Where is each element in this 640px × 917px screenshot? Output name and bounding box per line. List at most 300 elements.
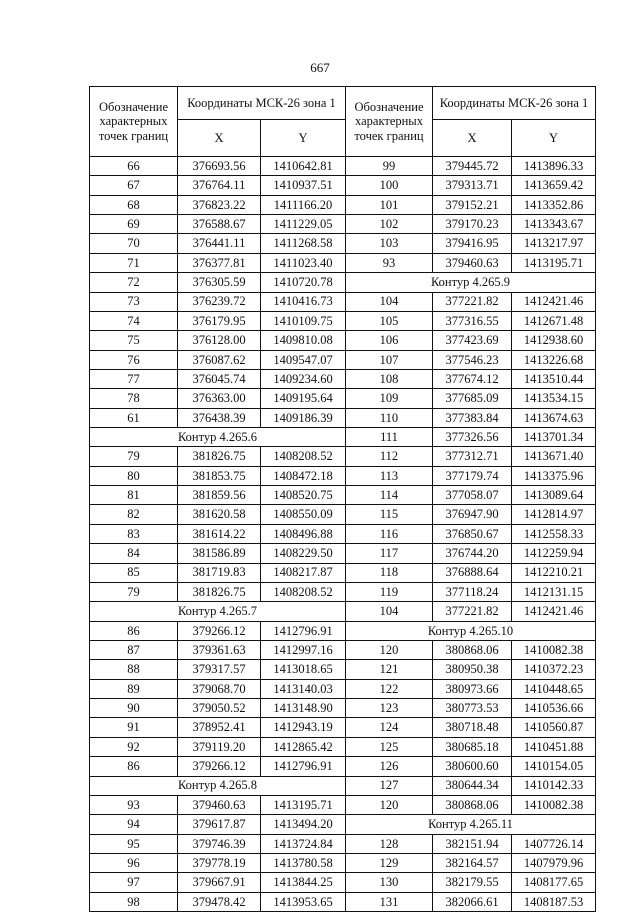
- table-row: [90, 311, 346, 330]
- y-coordinate-cell: 1413510.44: [512, 369, 596, 388]
- x-coordinate-cell: 381853.75: [178, 466, 261, 485]
- table-row: [346, 737, 596, 756]
- point-id-cell: 106: [346, 331, 433, 350]
- table-row: [346, 466, 596, 485]
- y-coordinate-cell: 1412938.60: [512, 331, 596, 350]
- table-row: [346, 582, 596, 601]
- contour-label: Контур 4.265.6: [90, 428, 346, 447]
- point-id-cell: 126: [346, 757, 433, 776]
- point-id-cell: 61: [90, 408, 178, 427]
- x-coordinate-cell: 381826.75: [178, 582, 261, 601]
- table-row: [90, 582, 346, 601]
- x-coordinate-cell: 379050.52: [178, 699, 261, 718]
- y-coordinate-cell: 1413089.64: [512, 486, 596, 505]
- table-row: [90, 176, 346, 195]
- contour-label: Контур 4.265.8: [90, 776, 346, 795]
- x-coordinate-cell: 377179.74: [433, 466, 512, 485]
- table-row: [90, 350, 346, 369]
- point-id-cell: 120: [346, 795, 433, 814]
- y-coordinate-cell: 1413724.84: [261, 834, 346, 853]
- y-coordinate-cell: 1412210.21: [512, 563, 596, 582]
- x-coordinate-cell: 380868.06: [433, 795, 512, 814]
- y-coordinate-cell: 1413195.71: [512, 253, 596, 272]
- table-row: [90, 737, 346, 756]
- table-row: [90, 718, 346, 737]
- table-row: [346, 679, 596, 698]
- y-coordinate-cell: 1413343.67: [512, 215, 596, 234]
- contour-label: Контур 4.265.10: [346, 621, 596, 640]
- table-row: [346, 428, 596, 447]
- point-id-cell: 103: [346, 234, 433, 253]
- y-coordinate-cell: 1412796.91: [261, 621, 346, 640]
- y-coordinate-cell: 1412421.46: [512, 292, 596, 311]
- point-id-cell: 83: [90, 524, 178, 543]
- point-id-cell: 72: [90, 273, 178, 292]
- coords-title-header: Координаты МСК-26 зона 1: [178, 87, 346, 120]
- point-id-cell: 92: [90, 737, 178, 756]
- page-number: 667: [310, 60, 330, 75]
- y-coordinate-cell: 1412865.42: [261, 737, 346, 756]
- table-row: [90, 292, 346, 311]
- x-coordinate-cell: 380718.48: [433, 718, 512, 737]
- x-coordinate-cell: 381586.89: [178, 544, 261, 563]
- y-coordinate-cell: 1413352.86: [512, 195, 596, 214]
- table-row: [90, 331, 346, 350]
- point-id-cell: 104: [346, 602, 433, 621]
- point-id-cell: 117: [346, 544, 433, 563]
- y-coordinate-cell: 1412558.33: [512, 524, 596, 543]
- point-id-cell: 119: [346, 582, 433, 601]
- x-coordinate-cell: 379460.63: [178, 795, 261, 814]
- y-coordinate-cell: 1413494.20: [261, 815, 346, 834]
- x-coordinate-cell: 377383.84: [433, 408, 512, 427]
- table-row: [346, 369, 596, 388]
- y-coordinate-cell: 1412997.16: [261, 640, 346, 659]
- y-coordinate-cell: 1410372.23: [512, 660, 596, 679]
- x-coordinate-cell: 377685.09: [433, 389, 512, 408]
- x-coordinate-cell: 376764.11: [178, 176, 261, 195]
- x-coordinate-cell: 381859.56: [178, 486, 261, 505]
- table-row: [90, 699, 346, 718]
- point-id-cell: 107: [346, 350, 433, 369]
- y-coordinate-cell: 1410109.75: [261, 311, 346, 330]
- table-row: [346, 544, 596, 563]
- point-id-cell: 112: [346, 447, 433, 466]
- table-row: [90, 757, 346, 776]
- table-row: [346, 602, 596, 621]
- table-row: [346, 292, 596, 311]
- x-coordinate-cell: 379445.72: [433, 157, 512, 176]
- x-coordinate-cell: 377316.55: [433, 311, 512, 330]
- x-coordinate-cell: 376823.22: [178, 195, 261, 214]
- point-id-cell: 86: [90, 757, 178, 776]
- x-coordinate-cell: 379460.63: [433, 253, 512, 272]
- x-coordinate-cell: 376377.81: [178, 253, 261, 272]
- point-id-cell: 130: [346, 873, 433, 892]
- y-coordinate-cell: 1410082.38: [512, 795, 596, 814]
- y-coordinate-cell: 1411229.05: [261, 215, 346, 234]
- x-coordinate-cell: 379068.70: [178, 679, 261, 698]
- point-id-cell: 67: [90, 176, 178, 195]
- point-id-cell: 121: [346, 660, 433, 679]
- table-row: [346, 699, 596, 718]
- y-coordinate-cell: 1413674.63: [512, 408, 596, 427]
- table-row: [346, 795, 596, 814]
- x-coordinate-cell: 379152.21: [433, 195, 512, 214]
- table-row: [90, 389, 346, 408]
- x-coordinate-cell: 377312.71: [433, 447, 512, 466]
- table-row: [346, 563, 596, 582]
- point-id-cell: 95: [90, 834, 178, 853]
- y-coordinate-cell: 1410720.78: [261, 273, 346, 292]
- y-coordinate-cell: 1409810.08: [261, 331, 346, 350]
- table-row: [346, 505, 596, 524]
- y-coordinate-cell: 1413195.71: [261, 795, 346, 814]
- y-coordinate-cell: 1409195.64: [261, 389, 346, 408]
- table-row: [346, 718, 596, 737]
- point-id-cell: 91: [90, 718, 178, 737]
- point-id-cell: 93: [90, 795, 178, 814]
- table-row: [346, 660, 596, 679]
- y-coordinate-cell: 1413018.65: [261, 660, 346, 679]
- y-coordinate-cell: 1410451.88: [512, 737, 596, 756]
- x-coordinate-cell: 376087.62: [178, 350, 261, 369]
- y-coordinate-cell: 1411268.58: [261, 234, 346, 253]
- y-coordinate-cell: 1410536.66: [512, 699, 596, 718]
- point-id-cell: 101: [346, 195, 433, 214]
- table-row: [90, 408, 346, 427]
- y-coordinate-cell: 1408520.75: [261, 486, 346, 505]
- y-coordinate-cell: 1410416.73: [261, 292, 346, 311]
- contour-label: Контур 4.265.11: [346, 815, 596, 834]
- y-coordinate-cell: 1413780.58: [261, 853, 346, 872]
- x-header: X: [178, 120, 261, 157]
- x-coordinate-cell: 376363.00: [178, 389, 261, 408]
- x-coordinate-cell: 379313.71: [433, 176, 512, 195]
- y-coordinate-cell: 1413844.25: [261, 873, 346, 892]
- contour-row: [346, 273, 596, 292]
- table-row: [90, 447, 346, 466]
- x-coordinate-cell: 376850.67: [433, 524, 512, 543]
- contour-row: [90, 602, 346, 621]
- table-row: [346, 834, 596, 853]
- point-id-cell: 85: [90, 563, 178, 582]
- y-coordinate-cell: 1410642.81: [261, 157, 346, 176]
- x-coordinate-cell: 379266.12: [178, 621, 261, 640]
- y-header: Y: [512, 120, 596, 157]
- point-id-cell: 110: [346, 408, 433, 427]
- x-coordinate-cell: 380685.18: [433, 737, 512, 756]
- table-row: [90, 640, 346, 659]
- x-coordinate-cell: 377118.24: [433, 582, 512, 601]
- table-row: [90, 234, 346, 253]
- table-row: [346, 892, 596, 911]
- y-coordinate-cell: 1413534.15: [512, 389, 596, 408]
- table-row: [90, 524, 346, 543]
- point-id-cell: 94: [90, 815, 178, 834]
- table-row: [90, 273, 346, 292]
- x-coordinate-cell: 382066.61: [433, 892, 512, 911]
- table-row: [90, 892, 346, 911]
- x-coordinate-cell: 381620.58: [178, 505, 261, 524]
- table-row: [346, 253, 596, 272]
- table-row: [346, 195, 596, 214]
- point-id-cell: 71: [90, 253, 178, 272]
- coordinates-table-right: [345, 86, 596, 912]
- contour-row: [346, 621, 596, 640]
- point-id-cell: 111: [346, 428, 433, 447]
- point-id-cell: 115: [346, 505, 433, 524]
- y-coordinate-cell: 1412421.46: [512, 602, 596, 621]
- point-id-cell: 75: [90, 331, 178, 350]
- table-row: [90, 466, 346, 485]
- point-id-cell: 77: [90, 369, 178, 388]
- point-id-cell: 79: [90, 582, 178, 601]
- y-coordinate-cell: 1408229.50: [261, 544, 346, 563]
- y-coordinate-cell: 1407726.14: [512, 834, 596, 853]
- y-coordinate-cell: 1408208.52: [261, 582, 346, 601]
- table-body-left: [90, 157, 346, 912]
- table-row: [346, 640, 596, 659]
- point-id-cell: 113: [346, 466, 433, 485]
- table-body-right: [346, 157, 596, 912]
- x-coordinate-cell: 382151.94: [433, 834, 512, 853]
- table-row: [346, 331, 596, 350]
- table-row: [346, 389, 596, 408]
- point-id-cell: 100: [346, 176, 433, 195]
- y-coordinate-cell: 1411023.40: [261, 253, 346, 272]
- point-id-cell: 128: [346, 834, 433, 853]
- point-id-cell: 108: [346, 369, 433, 388]
- x-coordinate-cell: 379170.23: [433, 215, 512, 234]
- y-coordinate-cell: 1408472.18: [261, 466, 346, 485]
- point-id-cell: 120: [346, 640, 433, 659]
- y-coordinate-cell: 1409234.60: [261, 369, 346, 388]
- designation-header: Обозначение характерных точек границ: [90, 87, 178, 157]
- x-coordinate-cell: 379667.91: [178, 873, 261, 892]
- y-coordinate-cell: 1413217.97: [512, 234, 596, 253]
- point-id-cell: 96: [90, 853, 178, 872]
- y-coordinate-cell: 1412943.19: [261, 718, 346, 737]
- x-coordinate-cell: 376179.95: [178, 311, 261, 330]
- x-coordinate-cell: 381826.75: [178, 447, 261, 466]
- y-header: Y: [261, 120, 346, 157]
- y-coordinate-cell: 1409186.39: [261, 408, 346, 427]
- x-coordinate-cell: 379416.95: [433, 234, 512, 253]
- table-row: [90, 563, 346, 582]
- y-coordinate-cell: 1412671.48: [512, 311, 596, 330]
- y-coordinate-cell: 1410142.33: [512, 776, 596, 795]
- table-row: [346, 486, 596, 505]
- table-row: [346, 757, 596, 776]
- x-coordinate-cell: 376305.59: [178, 273, 261, 292]
- point-id-cell: 97: [90, 873, 178, 892]
- y-coordinate-cell: 1409547.07: [261, 350, 346, 369]
- table-row: [90, 815, 346, 834]
- y-coordinate-cell: 1410448.65: [512, 679, 596, 698]
- point-id-cell: 116: [346, 524, 433, 543]
- y-coordinate-cell: 1407979.96: [512, 853, 596, 872]
- point-id-cell: 79: [90, 447, 178, 466]
- point-id-cell: 105: [346, 311, 433, 330]
- table-row: [90, 253, 346, 272]
- y-coordinate-cell: 1412131.15: [512, 582, 596, 601]
- point-id-cell: 93: [346, 253, 433, 272]
- y-coordinate-cell: 1410082.38: [512, 640, 596, 659]
- point-id-cell: 129: [346, 853, 433, 872]
- table-row: [90, 873, 346, 892]
- y-coordinate-cell: 1408496.88: [261, 524, 346, 543]
- point-id-cell: 102: [346, 215, 433, 234]
- point-id-cell: 125: [346, 737, 433, 756]
- y-coordinate-cell: 1408187.53: [512, 892, 596, 911]
- x-coordinate-cell: 379617.87: [178, 815, 261, 834]
- x-coordinate-cell: 381614.22: [178, 524, 261, 543]
- y-coordinate-cell: 1410560.87: [512, 718, 596, 737]
- table-row: [346, 408, 596, 427]
- x-coordinate-cell: 377058.07: [433, 486, 512, 505]
- x-coordinate-cell: 380868.06: [433, 640, 512, 659]
- table-row: [346, 215, 596, 234]
- point-id-cell: 99: [346, 157, 433, 176]
- point-id-cell: 88: [90, 660, 178, 679]
- x-coordinate-cell: 376239.72: [178, 292, 261, 311]
- table-row: [90, 195, 346, 214]
- table-row: [90, 795, 346, 814]
- x-coordinate-cell: 379317.57: [178, 660, 261, 679]
- table-row: [346, 157, 596, 176]
- table-row: [90, 834, 346, 853]
- coords-title-header: Координаты МСК-26 зона 1: [433, 87, 596, 120]
- x-coordinate-cell: 376438.39: [178, 408, 261, 427]
- table-row: [346, 311, 596, 330]
- x-header: X: [433, 120, 512, 157]
- y-coordinate-cell: 1408217.87: [261, 563, 346, 582]
- x-coordinate-cell: 379746.39: [178, 834, 261, 853]
- point-id-cell: 114: [346, 486, 433, 505]
- table-row: [90, 505, 346, 524]
- table-row: [90, 679, 346, 698]
- y-coordinate-cell: 1410937.51: [261, 176, 346, 195]
- y-coordinate-cell: 1413896.33: [512, 157, 596, 176]
- point-id-cell: 73: [90, 292, 178, 311]
- point-id-cell: 69: [90, 215, 178, 234]
- point-id-cell: 87: [90, 640, 178, 659]
- x-coordinate-cell: 377221.82: [433, 602, 512, 621]
- point-id-cell: 76: [90, 350, 178, 369]
- table-row: [346, 350, 596, 369]
- x-coordinate-cell: 380644.34: [433, 776, 512, 795]
- y-coordinate-cell: 1413375.96: [512, 466, 596, 485]
- x-coordinate-cell: 376888.64: [433, 563, 512, 582]
- table-row: [346, 873, 596, 892]
- table-row: [90, 369, 346, 388]
- x-coordinate-cell: 379361.63: [178, 640, 261, 659]
- point-id-cell: 68: [90, 195, 178, 214]
- x-coordinate-cell: 376128.00: [178, 331, 261, 350]
- point-id-cell: 122: [346, 679, 433, 698]
- table-row: [90, 621, 346, 640]
- point-id-cell: 78: [90, 389, 178, 408]
- x-coordinate-cell: 379778.19: [178, 853, 261, 872]
- x-coordinate-cell: 376588.67: [178, 215, 261, 234]
- table-row: [346, 776, 596, 795]
- y-coordinate-cell: 1413671.40: [512, 447, 596, 466]
- x-coordinate-cell: 377546.23: [433, 350, 512, 369]
- table-row: [90, 157, 346, 176]
- y-coordinate-cell: 1413140.03: [261, 679, 346, 698]
- x-coordinate-cell: 376744.20: [433, 544, 512, 563]
- y-coordinate-cell: 1408550.09: [261, 505, 346, 524]
- x-coordinate-cell: 376441.11: [178, 234, 261, 253]
- contour-label: Контур 4.265.7: [90, 602, 346, 621]
- x-coordinate-cell: 380973.66: [433, 679, 512, 698]
- y-coordinate-cell: 1412796.91: [261, 757, 346, 776]
- point-id-cell: 84: [90, 544, 178, 563]
- point-id-cell: 81: [90, 486, 178, 505]
- point-id-cell: 82: [90, 505, 178, 524]
- x-coordinate-cell: 377326.56: [433, 428, 512, 447]
- point-id-cell: 123: [346, 699, 433, 718]
- point-id-cell: 124: [346, 718, 433, 737]
- point-id-cell: 80: [90, 466, 178, 485]
- table-row: [90, 486, 346, 505]
- x-coordinate-cell: 381719.83: [178, 563, 261, 582]
- point-id-cell: 66: [90, 157, 178, 176]
- designation-header: Обозначение характерных точек границ: [346, 87, 433, 157]
- point-id-cell: 109: [346, 389, 433, 408]
- y-coordinate-cell: 1413953.65: [261, 892, 346, 911]
- point-id-cell: 70: [90, 234, 178, 253]
- table-row: [346, 524, 596, 543]
- point-id-cell: 118: [346, 563, 433, 582]
- x-coordinate-cell: 377674.12: [433, 369, 512, 388]
- point-id-cell: 90: [90, 699, 178, 718]
- x-coordinate-cell: 378952.41: [178, 718, 261, 737]
- point-id-cell: 98: [90, 892, 178, 911]
- y-coordinate-cell: 1413701.34: [512, 428, 596, 447]
- table-row: [346, 853, 596, 872]
- y-coordinate-cell: 1413148.90: [261, 699, 346, 718]
- y-coordinate-cell: 1412814.97: [512, 505, 596, 524]
- y-coordinate-cell: 1412259.94: [512, 544, 596, 563]
- y-coordinate-cell: 1408177.65: [512, 873, 596, 892]
- contour-row: [90, 428, 346, 447]
- contour-label: Контур 4.265.9: [346, 273, 596, 292]
- x-coordinate-cell: 376947.90: [433, 505, 512, 524]
- x-coordinate-cell: 377221.82: [433, 292, 512, 311]
- table-row: [346, 234, 596, 253]
- table-row: [90, 660, 346, 679]
- table-row: [90, 853, 346, 872]
- x-coordinate-cell: 379119.20: [178, 737, 261, 756]
- x-coordinate-cell: 380600.60: [433, 757, 512, 776]
- x-coordinate-cell: 380950.38: [433, 660, 512, 679]
- point-id-cell: 74: [90, 311, 178, 330]
- x-coordinate-cell: 376693.56: [178, 157, 261, 176]
- y-coordinate-cell: 1413226.68: [512, 350, 596, 369]
- y-coordinate-cell: 1411166.20: [261, 195, 346, 214]
- x-coordinate-cell: 376045.74: [178, 369, 261, 388]
- point-id-cell: 127: [346, 776, 433, 795]
- point-id-cell: 104: [346, 292, 433, 311]
- y-coordinate-cell: 1410154.05: [512, 757, 596, 776]
- point-id-cell: 131: [346, 892, 433, 911]
- point-id-cell: 86: [90, 621, 178, 640]
- y-coordinate-cell: 1413659.42: [512, 176, 596, 195]
- x-coordinate-cell: 382164.57: [433, 853, 512, 872]
- x-coordinate-cell: 382179.55: [433, 873, 512, 892]
